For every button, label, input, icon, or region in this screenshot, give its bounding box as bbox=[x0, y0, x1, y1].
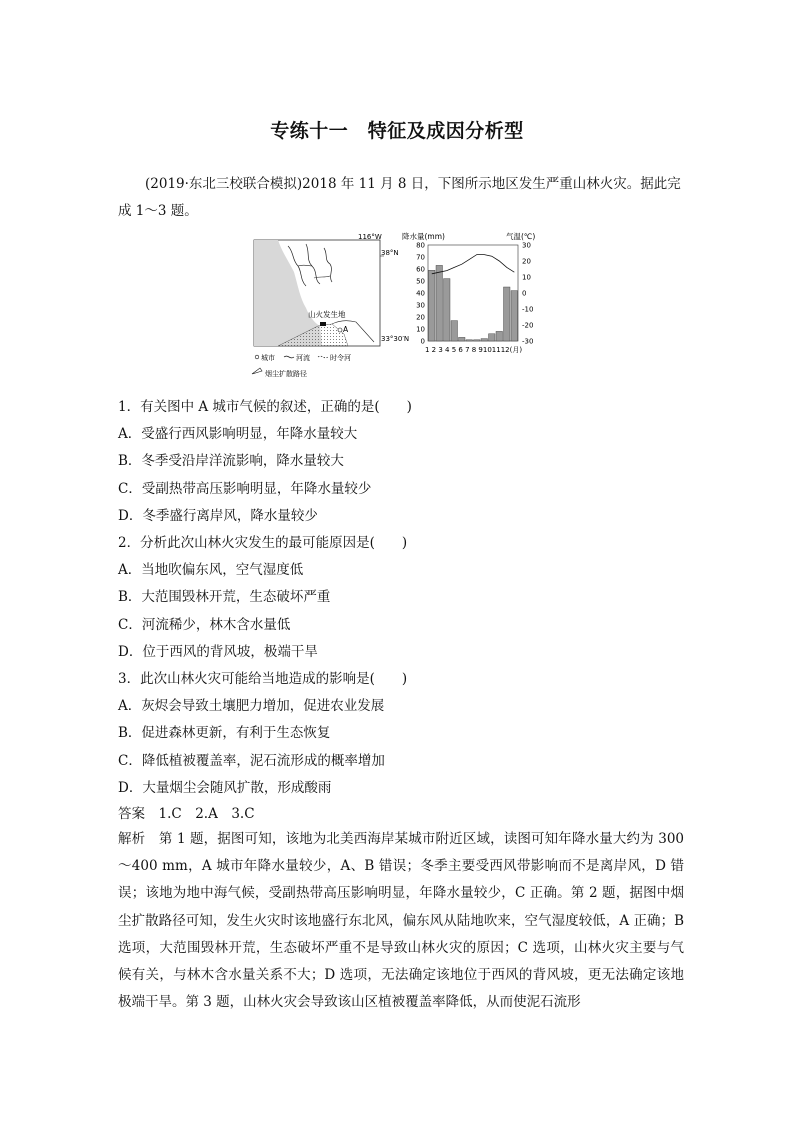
legend-smoke-icon bbox=[252, 368, 262, 374]
q3-option-c: C．降低植被覆盖率，泥石流形成的概率增加 bbox=[118, 752, 385, 769]
analysis-paragraph: 解析 第 1 题，据图可知，该地为北美西海岸某城市附近区域，读图可知年降水量大约为 300～400 mm，A 城市年降水量较少，A、B 错误；冬季主要受西风带影响而不是离岸风，D 错误；该地为地中海气候，受副热带高压影响明显，年降水量较少，C 正确。第 2 题，据图中烟尘扩散路径可知，发生火灾时该地盛行东北风，偏东风从陆地吹来，空气湿度较低，A 正确；B 选项，大范围毁林开荒，生态破坏严重不是导致山林火灾的原因；C 选项，山林火灾主要与气候有关，与林木含水量关系不大；D 选项，无法确定该地位于西风的背风坡，更无法确定该地极端干旱。第 3 题，山林火灾会导致该山区植被覆盖率降低，从而使泥石流形 bbox=[118, 831, 684, 1011]
q2-option-c: C．河流稀少，林木含水量低 bbox=[118, 616, 291, 633]
lon-label: 116°W bbox=[358, 233, 382, 241]
fire-marker bbox=[320, 322, 326, 326]
page-title: 专练十一 特征及成因分析型 bbox=[270, 120, 524, 142]
precip-tick-label: 70 bbox=[416, 253, 425, 262]
q1-option-b: B．冬季受沿岸洋流影响，降水量较大 bbox=[118, 453, 344, 470]
legend-city-icon bbox=[255, 355, 259, 359]
precip-bar-11 bbox=[504, 287, 511, 341]
precip-bars bbox=[429, 265, 518, 341]
q2-option-d: D．位于西风的背风坡，极端干旱 bbox=[118, 643, 318, 660]
q1-option-c: C．受副热带高压影响明显，年降水量较少 bbox=[118, 480, 372, 497]
precip-ticks bbox=[416, 242, 425, 346]
q1-option-d: D．冬季盛行离岸风，降水量较少 bbox=[118, 507, 318, 524]
precip-bar-1 bbox=[429, 270, 436, 341]
answer-line: 答案 1.C 2.A 3.C bbox=[118, 806, 255, 822]
q3-option-d: D．大量烟尘会随风扩散，形成酸雨 bbox=[118, 779, 332, 796]
precip-tick-label: 50 bbox=[416, 277, 425, 286]
lat-top-label: 38°N bbox=[381, 249, 399, 257]
climate-chart bbox=[402, 231, 535, 354]
map bbox=[252, 233, 409, 378]
temp-axis-title: 气温(℃) bbox=[506, 232, 536, 241]
precip-tick-label: 0 bbox=[420, 337, 425, 346]
city-a-icon bbox=[338, 328, 342, 332]
q2-option-b: B．大范围毁林开荒，生态破坏严重 bbox=[118, 589, 331, 606]
precip-bar-7 bbox=[474, 340, 481, 341]
intro-paragraph: (2019·东北三校联合模拟)2018 年 11 月 8 日，下图所示地区发生严重山林火灾。据此完成 1～3 题。 bbox=[118, 176, 681, 219]
figure bbox=[248, 230, 548, 390]
q3-option-a: A．灰烬会导致土壤肥力增加，促进农业发展 bbox=[118, 698, 385, 715]
q2-option-a: A．当地吹偏东风，空气湿度低 bbox=[118, 562, 304, 579]
temp-tick-label: -10 bbox=[522, 305, 534, 314]
precip-tick-label: 80 bbox=[416, 241, 425, 250]
precip-axis-title: 降水量(mm) bbox=[402, 232, 445, 241]
q3-option-b: B．促进森林更新，有利于生态恢复 bbox=[118, 725, 331, 742]
temperature-line bbox=[432, 255, 515, 274]
temp-tick-label: 20 bbox=[522, 257, 531, 266]
questions bbox=[118, 394, 684, 802]
precip-bar-10 bbox=[496, 331, 503, 341]
precip-bar-9 bbox=[489, 334, 496, 341]
temp-tick-label: -20 bbox=[522, 321, 534, 330]
precip-bar-5 bbox=[459, 337, 466, 341]
legend-smoke: 烟尘扩散路径 bbox=[265, 370, 307, 378]
temp-tick-label: 10 bbox=[522, 273, 531, 282]
legend-seasonal-icon bbox=[318, 356, 328, 358]
legend-seasonal: 时令河 bbox=[330, 354, 351, 362]
precip-tick-label: 40 bbox=[416, 289, 425, 298]
legend-city: 城市 bbox=[261, 354, 275, 362]
precip-bar-3 bbox=[444, 279, 451, 341]
precip-tick-label: 20 bbox=[416, 313, 425, 322]
q1-stem: 1．有关图中 A 城市气候的叙述，正确的是( ) bbox=[118, 399, 412, 415]
lat-bottom-label: 33°30′N bbox=[381, 335, 410, 343]
precip-bar-4 bbox=[451, 321, 458, 341]
temp-tick-label: -30 bbox=[522, 337, 534, 346]
precip-bar-12 bbox=[511, 291, 518, 341]
q3-stem: 3．此次山林火灾可能给当地造成的影响是( ) bbox=[118, 671, 408, 688]
precip-bar-6 bbox=[466, 340, 473, 341]
precip-bar-8 bbox=[481, 339, 488, 341]
temp-tick-label: 30 bbox=[522, 241, 531, 250]
q2-stem: 2．分析此次山林火灾发生的最可能原因是( ) bbox=[118, 535, 408, 552]
legend-river-icon bbox=[284, 356, 294, 358]
precip-bar-2 bbox=[436, 265, 443, 341]
month-axis-labels: 1 2 3 4 5 6 7 8 9101112(月) bbox=[425, 346, 523, 354]
temp-tick-label: 0 bbox=[522, 289, 527, 298]
legend-river: 河流 bbox=[296, 354, 310, 362]
precip-tick-label: 30 bbox=[416, 301, 425, 310]
fire-label: 山火发生地 bbox=[308, 310, 346, 319]
q1-option-a: A．受盛行西风影响明显，年降水量较大 bbox=[118, 426, 358, 443]
precip-tick-label: 10 bbox=[416, 325, 425, 334]
precip-tick-label: 60 bbox=[416, 265, 425, 274]
city-a-label: A bbox=[343, 325, 349, 334]
figure-svg bbox=[248, 230, 548, 386]
temp-ticks bbox=[522, 242, 533, 346]
